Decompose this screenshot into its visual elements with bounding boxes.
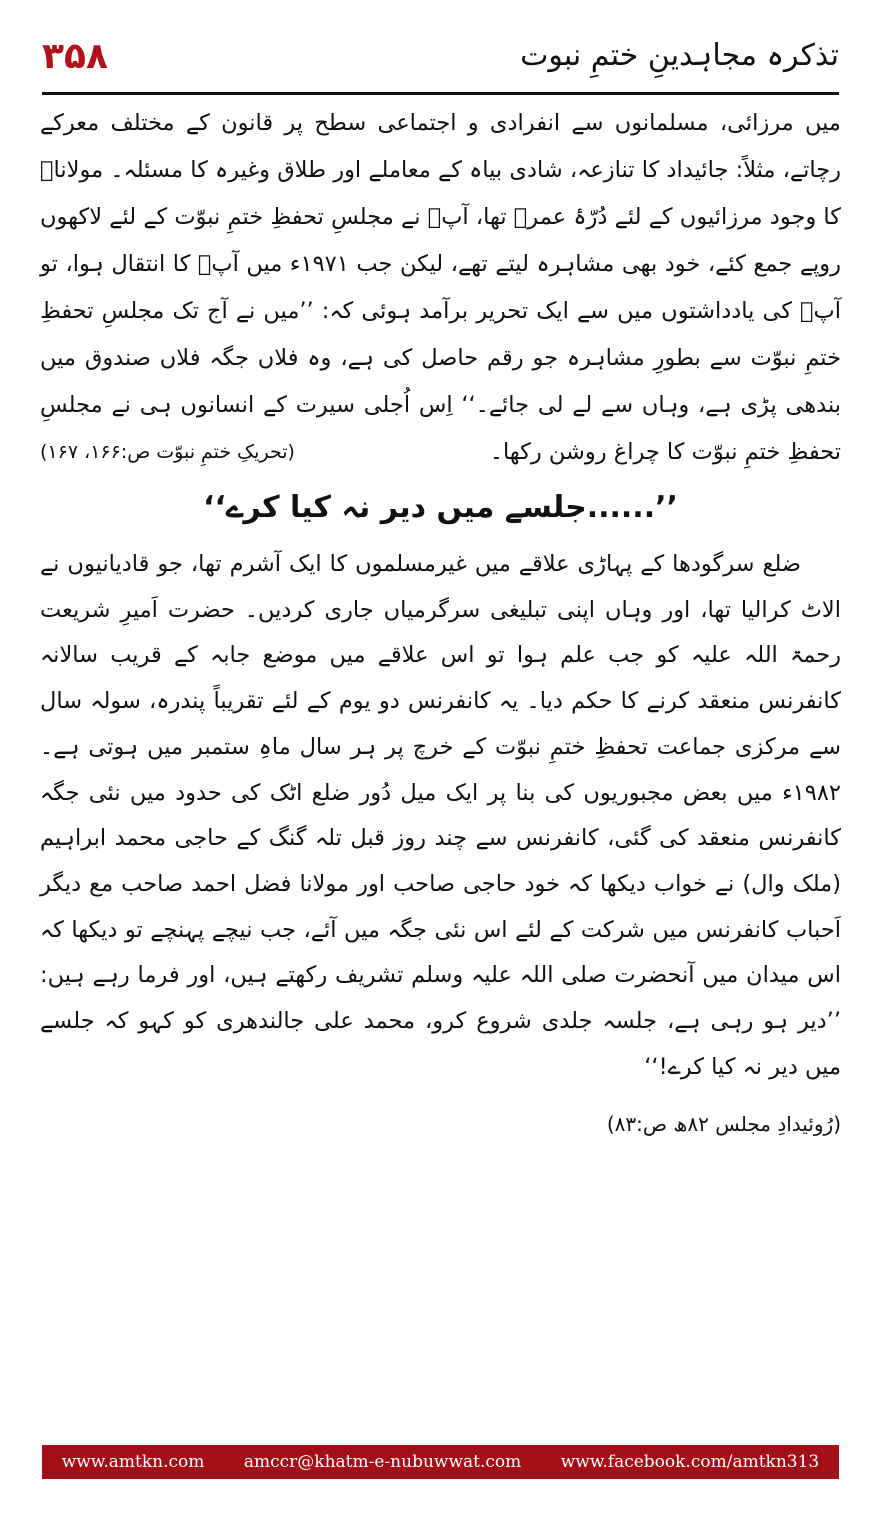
- footer-bar: [42, 1445, 839, 1479]
- citation: (رُوئیدادِ مجلس ۸۲ھ ص:۸۳): [606, 1112, 841, 1137]
- section-heading: ’’......جلسے میں دیر نہ کیا کرے‘‘: [203, 490, 678, 525]
- footer-email-link[interactable]: amccr@khatm-e-nubuwwat.com: [243, 1452, 522, 1472]
- section-paragraph: ضلع سرگودھا کے پہاڑی علاقے میں غیرمسلموں کا ایک آشرم تھا، جو قادیانیوں نے الاٹ کرالیا تھا، اور وہاں اپنی تبلیغی سرگرمیاں جاری کردیں۔ حضرت اَمیرِ شریعت رحمۃ اللہ علیہ کو جب علم ہوا تو اس علاقے میں موضع جابہ کے قریب سالانہ کانفرنس منعقد کرنے کا حکم دیا۔ یہ کانفرنس دو یوم کے لئے تقریباً پندرہ، سولہ سال سے مرکزی جماعت تحفظِ ختمِ نبوّت کے خرچ پر ہر سال ماہِ ستمبر میں ہوتی ہے۔ ۱۹۸۲ء میں بعض مجبوریوں کی بنا پر ایک میل دُور ضلع اٹک کی حدود میں نئی جگہ کانفرنس منعقد کی گئی، کانفرنس سے چند روز قبل تلہ گنگ کے حاجی محمد ابراہیم (ملک وال) نے خواب دیکھا کہ خود حاجی صاحب اور مولانا فضل احمد صاحب مع دیگر اَحباب کانفرنس میں شرکت کے لئے اس نئی جگہ میں آئے، جب نیچے پہنچے تو دیکھا کہ اس میدان میں آنحضرت صلی اللہ علیہ وسلم تشریف رکھتے ہیں، اور فرما رہے ہیں: ’’دیر ہو رہی ہے، جلسہ جلدی شروع کرو، محمد علی جالندھری کو کہو کہ جلسے میں دیر نہ کیا کرے!‘‘: [40, 551, 841, 1080]
- page-number: ۳۵۸: [42, 36, 108, 77]
- footer-facebook-link[interactable]: www.facebook.com/amtkn313: [560, 1452, 820, 1472]
- body-paragraph: [40, 100, 841, 476]
- running-title: تذکرہ مجاہدینِ ختمِ نبوت: [520, 38, 839, 73]
- paragraph-text: میں مرزائی، مسلمانوں سے انفرادی و اجتماعی سطح پر قانون کے مختلف معرکے رچاتے، مثلاً: جائیداد کا تنازعہ، شادی بیاہ کے معاملے اور طلاق وغیرہ کا مسئلہ۔ مولاناؒ کا وجود مرزائیوں کے لئے دُرّۂ عمرؓ تھا، آپؒ نے مجلسِ تحفظِ ختمِ نبوّت کے لئے لاکھوں روپے جمع کئے، خود بھی مشاہرہ لیتے تھے، لیکن جب ۱۹۷۱ء میں آپؒ کا انتقال ہوا، تو آپؒ کی یادداشتوں میں سے ایک تحریر برآمد ہوئی کہ: ’’میں نے آج تک مجلسِ تحفظِ ختمِ نبوّت سے بطورِ مشاہرہ جو رقم حاصل کی ہے، وہ فلاں جگہ فلاں صندوق میں بندھی پڑی ہے، وہاں سے لے لی جائے۔‘‘ اِس اُجلی سیرت کے انسانوں ہی نے مجلسِ تحفظِ ختمِ نبوّت کا چراغ روشن رکھا۔: [40, 110, 841, 465]
- page-header: [42, 28, 839, 98]
- footer-website-link[interactable]: www.amtkn.com: [61, 1452, 205, 1472]
- page-content: [40, 100, 841, 1144]
- source-reference: (تحریکِ ختمِ نبوّت ص:۱۶۶، ۱۶۷): [40, 441, 295, 463]
- header-divider: [42, 92, 839, 95]
